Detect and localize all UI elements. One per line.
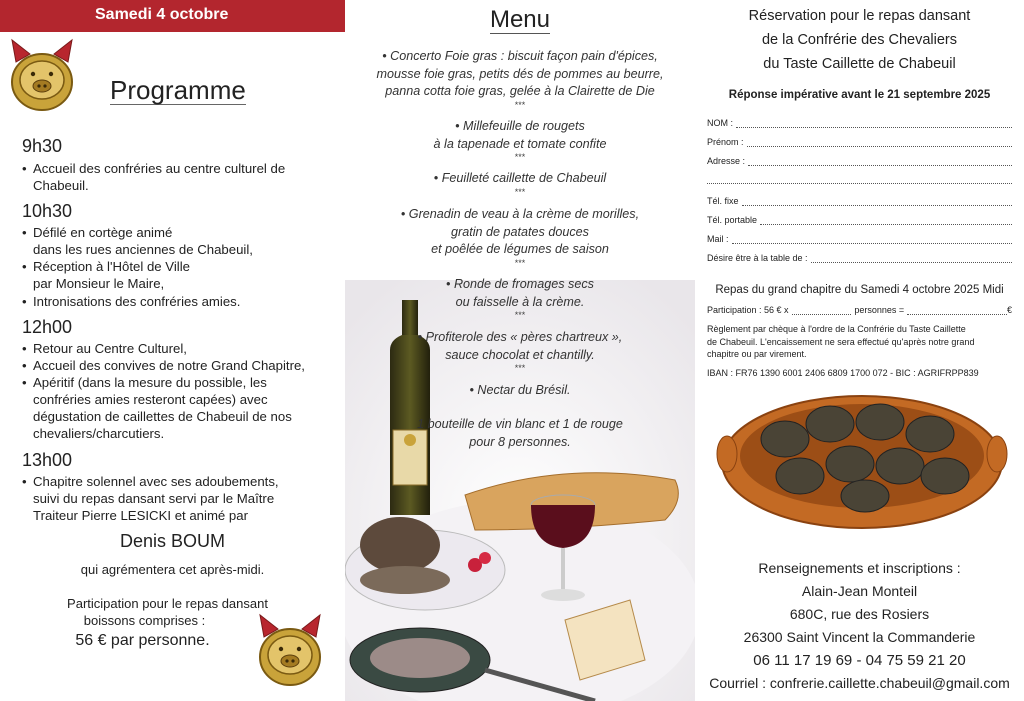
course-1: • Concerto Foie gras : biscuit façon pain d'épices, mousse foie gras, petits dés de pommes au beurre, panna cotta foie gras, gelée à la Clairette de Die *** bbox=[376, 49, 664, 110]
menu-column bbox=[345, 0, 695, 701]
list-item-cont: dégustation de caillettes de Chabeuil de nos bbox=[33, 409, 292, 424]
repas-title: Repas du grand chapitre du Samedi 4 octobre 2025 Midi bbox=[715, 284, 1004, 296]
participation-line1: Participation pour le repas dansant bbox=[67, 596, 268, 611]
wine-info: 1 bouteille de vin blanc et 1 de rouge pour 8 personnes. bbox=[417, 417, 623, 449]
artist-line: qui agrémentera cet après-midi. bbox=[80, 562, 265, 577]
course-6: • Profiterole des « pères chartreux », sauce chocolat et chantilly. *** bbox=[417, 330, 623, 373]
tel-portable-field[interactable]: Tél. portable bbox=[707, 215, 1012, 225]
iban-text: IBAN : FR76 1390 6001 2406 6809 1700 072 - BIC : AGRIFRPP839 bbox=[707, 368, 979, 378]
list-item: • Défilé en cortège animé bbox=[22, 225, 173, 240]
menu-title: Menu bbox=[489, 6, 551, 33]
banner-text: Samedi 4 octobre bbox=[95, 6, 229, 23]
contact-email[interactable]: Courriel : confrerie.caillette.chabeuil@gmail.com bbox=[709, 675, 1010, 691]
participation-line2: boissons comprises : bbox=[83, 613, 206, 628]
programme-column bbox=[0, 0, 345, 701]
list-item: • Accueil des convives de notre Grand Chapitre, bbox=[22, 358, 305, 373]
list-item-cont: Chabeuil. bbox=[33, 178, 89, 193]
confrerie-pig-logo-small bbox=[252, 608, 328, 690]
programme-title: Programme bbox=[110, 75, 246, 105]
prenom-field[interactable]: Prénom : bbox=[707, 137, 1012, 147]
course-3: • Feuilleté caillette de Chabeuil *** bbox=[433, 171, 607, 197]
reservation-column bbox=[695, 0, 1024, 701]
table-field[interactable]: Désire être à la table de : bbox=[707, 253, 1012, 263]
mail-field[interactable]: Mail : bbox=[707, 234, 1012, 244]
list-item-cont: par Monsieur le Maire, bbox=[33, 276, 165, 291]
nom-field[interactable]: NOM : bbox=[707, 118, 1012, 128]
time-13h00: 13h00 bbox=[22, 450, 73, 470]
course-2: • Millefeuille de rougets à la tapenade et tomate confite *** bbox=[433, 119, 607, 162]
tel-fixe-field[interactable]: Tél. fixe bbox=[707, 196, 1012, 206]
list-item-cont: chevaliers/charcutiers. bbox=[33, 426, 165, 441]
adresse-line2[interactable] bbox=[707, 175, 1012, 184]
list-item: • Retour au Centre Culturel, bbox=[22, 341, 187, 356]
time-9h30: 9h30 bbox=[22, 136, 63, 156]
list-item-cont: dans les rues anciennes de Chabeuil, bbox=[33, 242, 253, 257]
list-item-cont: Traiteur Pierre LESICKI et animé par bbox=[33, 508, 248, 523]
list-item: • Apéritif (dans la mesure du possible, les bbox=[22, 375, 267, 390]
course-5: • Ronde de fromages secs ou faisselle à la crème. *** bbox=[446, 277, 594, 320]
confrerie-pig-logo bbox=[4, 34, 80, 114]
time-10h30: 10h30 bbox=[22, 201, 73, 221]
list-item-cont: suivi du repas dansant servi par le Maître bbox=[33, 491, 275, 506]
reservation-title: Réservation pour le repas dansant de la Confrérie des Chevaliers du Taste Caillette de Chabeuil bbox=[748, 8, 971, 72]
deadline-text: Réponse impérative avant le 21 septembre 2025 bbox=[728, 89, 991, 101]
price-line: 56 € par personne. bbox=[75, 632, 210, 649]
list-item: • Accueil des confréries au centre culturel de bbox=[22, 161, 286, 176]
list-item: • Réception à l'Hôtel de Ville bbox=[22, 259, 190, 274]
time-12h00: 12h00 bbox=[22, 317, 73, 337]
list-item: • Chapitre solennel avec ses adoubements, bbox=[22, 474, 279, 489]
caillette-dish-photo bbox=[715, 384, 1010, 534]
course-7: • Nectar du Brésil. bbox=[469, 383, 571, 397]
date-banner bbox=[0, 0, 345, 32]
course-4: • Grenadin de veau à la crème de morilles, gratin de patates douces et poêlée de légumes de saison *** bbox=[400, 207, 640, 268]
contact-block: Renseignements et inscriptions : Alain-Jean Monteil 680C, rue des Rosiers 26300 Saint Vincent la Commanderie 06 11 17 19 69 - 04 75 59 21 20 Courriel : confrerie.caillette.chabeuil@gmail.com bbox=[695, 557, 1024, 695]
list-item-cont: confréries amies resteront capées) avec bbox=[33, 392, 268, 407]
reglement-text: Règlement par chèque à l'ordre de la Confrérie du Taste Caillette de Chabeuil. L'encaissement ne sera effectué qu'après notre grand chapitre ou par virement. bbox=[707, 324, 975, 359]
list-item: • Intronisations des confréries amies. bbox=[22, 294, 241, 309]
artist-name: Denis BOUM bbox=[119, 531, 226, 551]
participation-field[interactable]: Participation : 56 € x personnes = € bbox=[707, 305, 1012, 315]
adresse-field[interactable]: Adresse : bbox=[707, 156, 1012, 166]
